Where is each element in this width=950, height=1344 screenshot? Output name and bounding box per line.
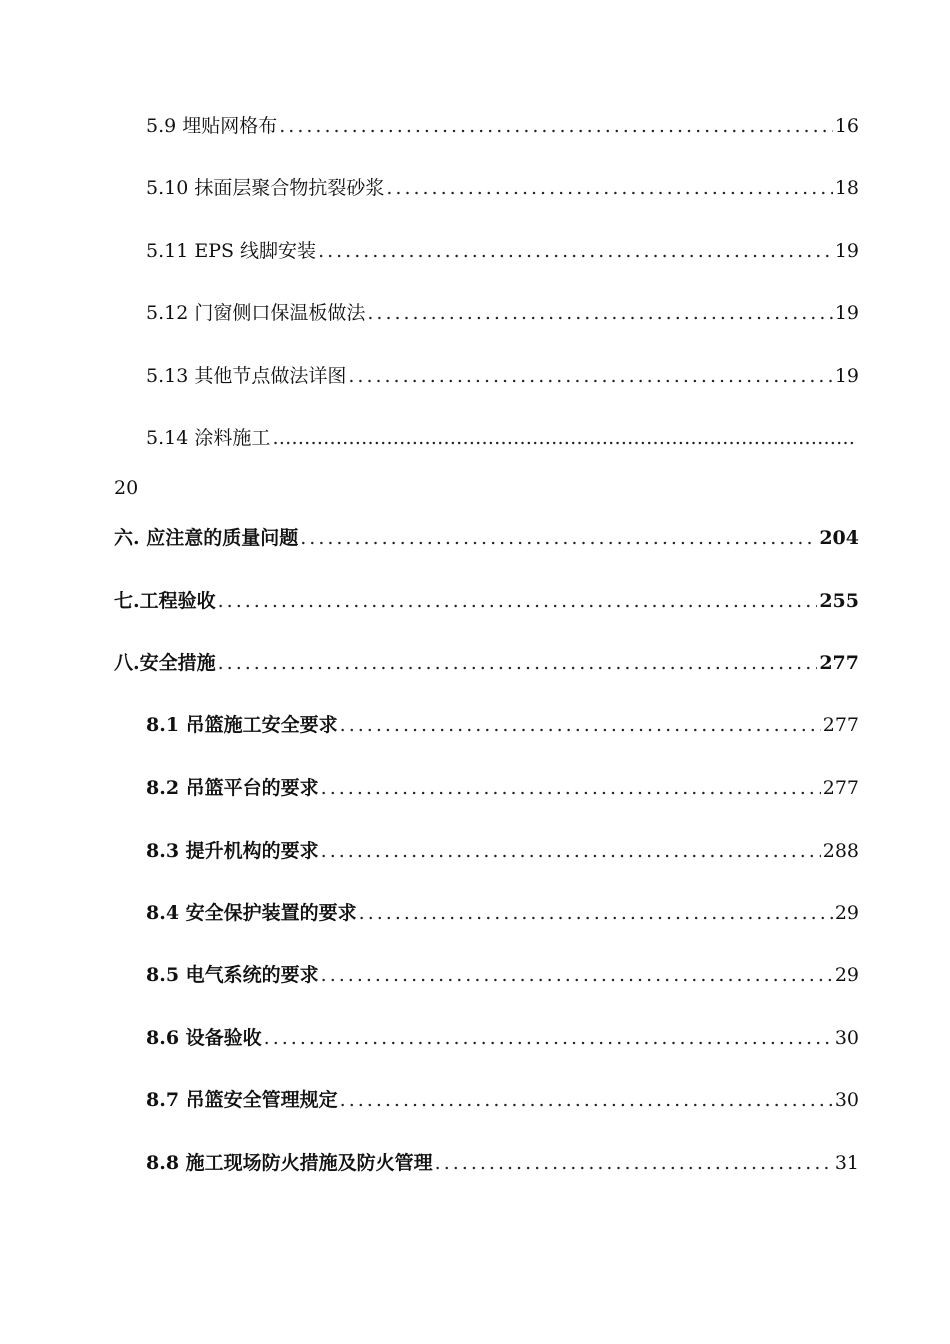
dot-leader [272, 425, 857, 451]
toc-page-number: 19 [834, 365, 859, 387]
dot-leader [435, 1150, 833, 1176]
toc-entry-label: 七.工程验收 [114, 590, 216, 612]
dot-leader [279, 113, 833, 139]
toc-entry-label: 5.10 抹面层聚合物抗裂砂浆 [146, 177, 385, 199]
toc-entry[interactable] [114, 588, 859, 614]
toc-entry-label: 5.12 门窗侧口保温板做法 [146, 302, 366, 324]
dot-leader [218, 588, 818, 614]
toc-page-number: 19 [834, 240, 859, 262]
dot-leader [300, 525, 817, 551]
toc-entry[interactable] [146, 1025, 859, 1051]
toc-entry[interactable] [146, 838, 859, 864]
toc-entry[interactable] [146, 175, 859, 201]
toc-page-number: 30 [834, 1027, 859, 1049]
toc-entry[interactable] [146, 900, 859, 926]
toc-entry[interactable] [146, 425, 859, 451]
dot-leader [359, 900, 833, 926]
toc-entry-label: 5.11 EPS 线脚安装 [146, 240, 317, 262]
dot-leader [321, 775, 821, 801]
toc-entry[interactable] [146, 775, 859, 801]
dot-leader [386, 175, 832, 201]
toc-page-number: 29 [834, 964, 859, 986]
dot-leader [321, 962, 833, 988]
toc-entry-label: 5.13 其他节点做法详图 [146, 365, 347, 387]
toc-page-number: 31 [834, 1152, 859, 1174]
toc-page-number: 20 [114, 477, 139, 499]
toc-entry[interactable] [146, 1087, 859, 1113]
toc-entry-label: 8.1 吊篮施工安全要求 [146, 714, 338, 736]
toc-entry-label: 8.7 吊篮安全管理规定 [146, 1089, 338, 1111]
toc-entry-label: 六. 应注意的质量问题 [114, 527, 299, 549]
toc-page-number: 255 [819, 590, 859, 612]
toc-entry[interactable] [146, 113, 859, 139]
toc-entry-label: 8.5 电气系统的要求 [146, 964, 319, 986]
dot-leader [218, 650, 818, 676]
dot-leader [340, 712, 821, 738]
toc-entry[interactable] [114, 650, 859, 676]
toc-entry-label: 8.8 施工现场防火措施及防火管理 [146, 1152, 433, 1174]
toc-entry[interactable] [114, 525, 859, 551]
dot-leader [367, 300, 832, 326]
toc-page-number: 29 [834, 902, 859, 924]
toc-page-number: 16 [834, 115, 859, 137]
toc-page-number: 18 [834, 177, 859, 199]
toc-entry-label: 8.3 提升机构的要求 [146, 840, 319, 862]
toc-entry[interactable] [146, 363, 859, 389]
dot-leader [321, 838, 821, 864]
toc-page-number: 30 [834, 1089, 859, 1111]
toc-page-number: 277 [822, 777, 859, 799]
toc-entry-label: 8.2 吊篮平台的要求 [146, 777, 319, 799]
toc-entry[interactable] [146, 300, 859, 326]
toc-page-number: 277 [822, 714, 859, 736]
toc-entry-label: 8.6 设备验收 [146, 1027, 262, 1049]
toc-entry-label: 8.4 安全保护装置的要求 [146, 902, 357, 924]
toc-entry-label: 5.9 埋贴网格布 [146, 115, 278, 137]
toc-page-number: 204 [819, 527, 859, 549]
dot-leader [318, 238, 833, 264]
toc-entry-label: 八.安全措施 [114, 652, 216, 674]
toc-entry[interactable] [146, 962, 859, 988]
toc-entry[interactable] [146, 1150, 859, 1176]
toc-page-number: 19 [834, 302, 859, 324]
dot-leader [340, 1087, 833, 1113]
toc-entry[interactable] [146, 238, 859, 264]
toc-entry[interactable] [146, 712, 859, 738]
toc-entry-label: 5.14 涂料施工 [146, 427, 271, 449]
dot-leader [264, 1025, 833, 1051]
toc-page-number: 277 [819, 652, 859, 674]
dot-leader [348, 363, 832, 389]
toc-page-number: 288 [822, 840, 859, 862]
